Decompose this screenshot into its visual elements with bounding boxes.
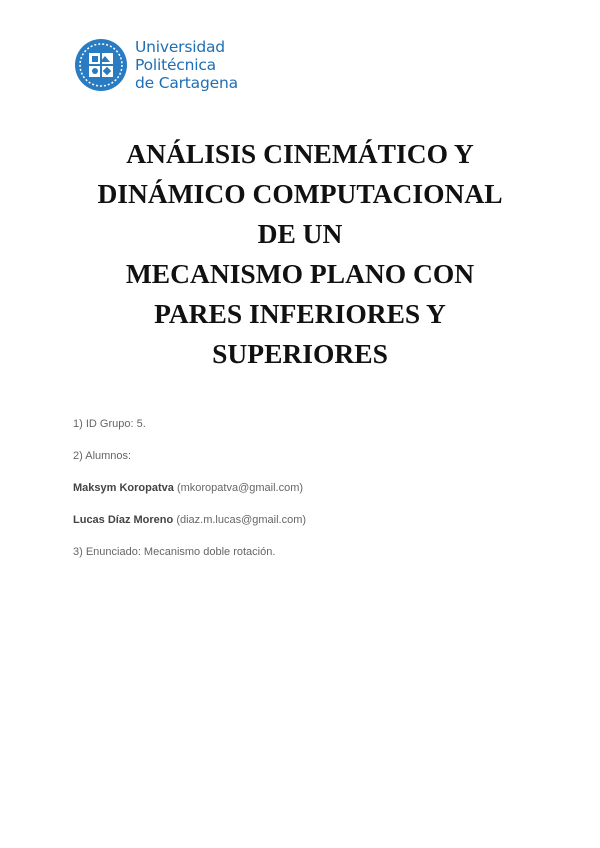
university-name-line: Universidad bbox=[135, 38, 225, 56]
university-name bbox=[135, 38, 238, 92]
student-email: (diaz.m.lucas@gmail.com) bbox=[176, 514, 307, 526]
document-title bbox=[40, 134, 560, 374]
title-line: ANÁLISIS CINEMÁTICO Y bbox=[126, 138, 474, 169]
student-name: Lucas Díaz Moreno bbox=[73, 514, 174, 526]
title-line: SUPERIORES bbox=[212, 338, 388, 369]
statement: 3) Enunciado: Mecanismo doble rotación. bbox=[73, 546, 276, 558]
student-entry bbox=[73, 482, 303, 494]
group-id: 1) ID Grupo: 5. bbox=[73, 418, 146, 430]
university-logo bbox=[74, 36, 254, 94]
student-entry bbox=[73, 514, 306, 526]
title-line: MECANISMO PLANO CON bbox=[125, 258, 475, 289]
university-name-line: de Cartagena bbox=[135, 74, 238, 92]
title-line: DE UN bbox=[257, 218, 343, 249]
title-line: PARES INFERIORES Y bbox=[154, 298, 446, 329]
upct-emblem-icon bbox=[74, 38, 128, 92]
student-email: (mkoropatva@gmail.com) bbox=[176, 482, 304, 494]
student-name: Maksym Koropatva bbox=[73, 482, 174, 494]
university-name-line: Politécnica bbox=[135, 56, 216, 74]
students-label: 2) Alumnos: bbox=[73, 450, 132, 462]
title-line: DINÁMICO COMPUTACIONAL bbox=[97, 178, 503, 209]
